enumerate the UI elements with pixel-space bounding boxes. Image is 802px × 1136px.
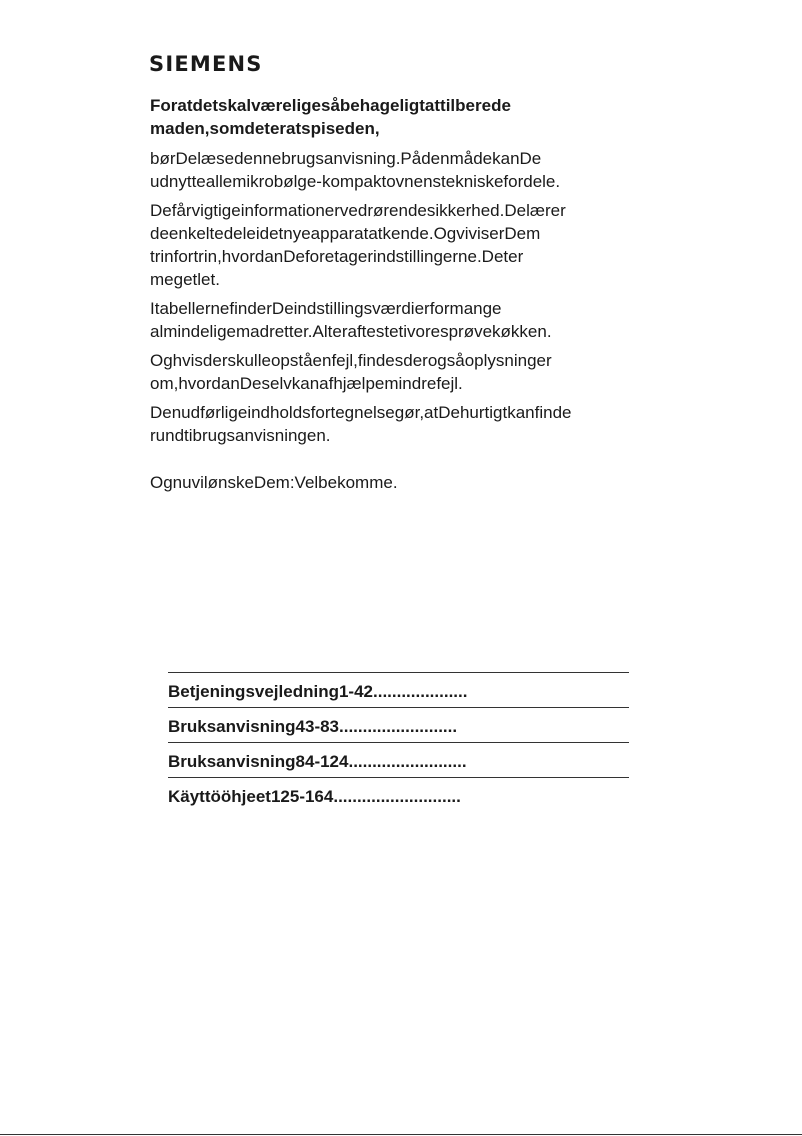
paragraph-safety: [150, 199, 620, 291]
paragraph-instructions: [150, 147, 620, 193]
paragraph-line: rundtibrugsanvisningen.: [150, 426, 331, 445]
paragraph-line: Denudførligeindholdsfortegnelsegør,atDehurtigtkanfinde: [150, 403, 572, 422]
paragraph-tables: [150, 297, 620, 343]
intro-heading-line: maden,somdeteratspiseden,: [150, 119, 380, 138]
intro-heading-line: Foratdetskalværeligesåbehageligtattilberede: [150, 96, 511, 115]
toc-entry: Betjeningsvejledning1-42....................: [168, 673, 629, 708]
paragraph-line: børDelæsedennebrugsanvisning.PådenmådekanDe: [150, 149, 542, 168]
paragraph-line: om,hvordanDeselvkanafhjælpemindrefejl.: [150, 374, 463, 393]
intro-text-block: [150, 94, 620, 453]
intro-heading: [150, 94, 620, 140]
paragraph-line: almindeligemadretter.Alteraftestetivoresprøvekøkken.: [150, 322, 552, 341]
siemens-logo: SIEMENS: [149, 52, 263, 76]
paragraph-line: megetlet.: [150, 270, 220, 289]
closing-text: OgnuvilønskeDem:Velbekomme.: [150, 473, 398, 492]
paragraph-faults: [150, 349, 620, 395]
page-bottom-rule: [0, 1134, 802, 1135]
paragraph-line: udnytteallemikrobølge-kompaktovnenstekniskefordele.: [150, 172, 561, 191]
toc-entry: Bruksanvisning84-124.........................: [168, 743, 629, 778]
paragraph-line: Oghvisderskulleopståenfejl,findesderogsåoplysninger: [150, 351, 552, 370]
paragraph-line: ItabellernefinderDeindstillingsværdierformange: [150, 299, 502, 318]
paragraph-line: deenkeltedeleidetnyeapparatatkende.OgviviserDem: [150, 224, 541, 243]
paragraph-line: Defårvigtigeinformationervedrørendesikkerhed.Delærer: [150, 201, 566, 220]
paragraph-line: trinfortrin,hvordanDeforetagerindstillingerne.Deter: [150, 247, 524, 266]
paragraph-contents: [150, 401, 620, 447]
toc-entry: Käyttööhjeet125-164...........................: [168, 787, 461, 806]
language-index: [168, 672, 629, 812]
toc-entry: Bruksanvisning43-83.........................: [168, 708, 629, 743]
